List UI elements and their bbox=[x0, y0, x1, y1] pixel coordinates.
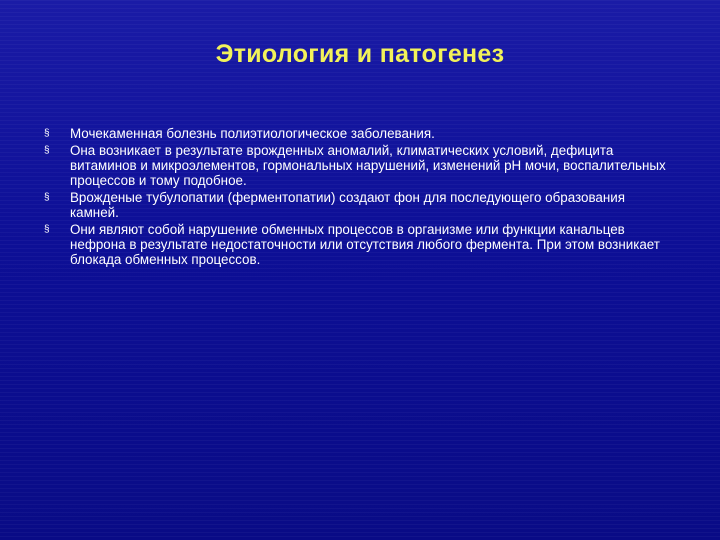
bullet-marker-icon: § bbox=[44, 224, 50, 235]
bullet-marker-icon: § bbox=[44, 145, 50, 156]
list-item bbox=[42, 190, 674, 220]
list-item bbox=[42, 222, 674, 267]
list-item bbox=[42, 143, 674, 188]
bullet-marker-icon: § bbox=[44, 128, 50, 139]
slide-title: Этиология и патогенез bbox=[215, 40, 505, 68]
bullet-list bbox=[42, 126, 674, 269]
bullet-text: Врожденые тубулопатии (ферментопатии) создают фон для последующего образования камней. bbox=[70, 190, 625, 220]
bullet-marker-icon: § bbox=[44, 192, 50, 203]
list-item bbox=[42, 126, 674, 141]
bullet-text: Она возникает в результате врожденных аномалий, климатических условий, дефицита витаминов и микроэлементов, гормональных нарушений, изменений рН мочи, воспалительных процессов и тому подобное. bbox=[70, 143, 666, 188]
bullet-text: Мочекаменная болезнь полиэтиологическое заболевания. bbox=[70, 126, 435, 141]
bullet-text: Они являют собой нарушение обменных процессов в организме или функции канальцев нефрона в результате недостаточности или отсутствия любого фермента. При этом возникает блокада обменных процессов. bbox=[70, 222, 660, 267]
